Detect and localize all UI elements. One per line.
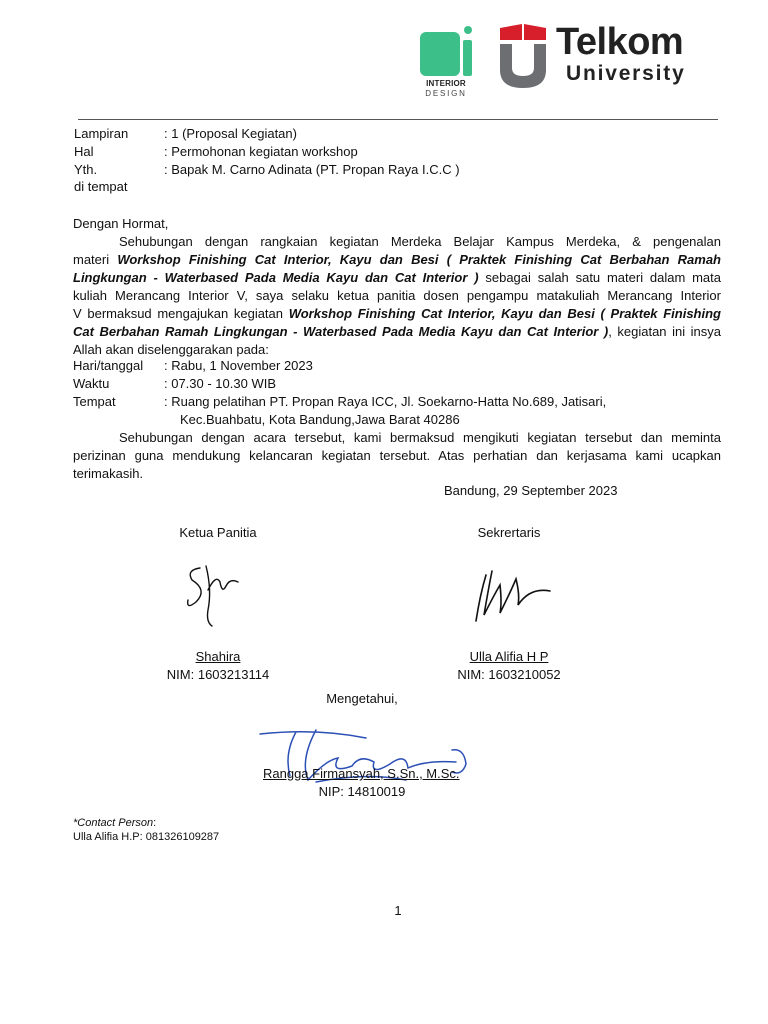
body1-line: [73, 323, 721, 341]
body1-line: [73, 305, 721, 323]
telkom-wordmark: Telkom: [556, 21, 684, 63]
salutation: Dengan Hormat,: [73, 216, 169, 231]
workshop-title: Lingkungan - Waterbased Pada Media Kayu dan Cat Interior ): [73, 270, 479, 285]
workshop-title: Cat Berbahan Ramah Lingkungan - Waterbased Pada Media Kayu dan Cat Interior ): [73, 324, 609, 339]
approver-name: Rangga Firmansyah,: [263, 766, 384, 781]
ketua-panitia-role: Ketua Panitia: [179, 525, 257, 540]
hal-value: : Permohonan kegiatan workshop: [164, 144, 358, 159]
waktu-value: : 07.30 - 10.30 WIB: [164, 376, 277, 391]
ketua-signature: [182, 560, 248, 632]
interior-logo-text: INTERIOR: [426, 79, 466, 88]
hal-label: Hal: [74, 144, 94, 159]
body1-text: V bermaksud mengajukan kegiatan: [73, 306, 289, 321]
approver-title: S.Sn., M.Sc.: [383, 766, 460, 781]
approval-label: Mengetahui,: [326, 691, 398, 706]
body1-line: [73, 269, 721, 287]
date-place: Bandung, 29 September 2023: [444, 483, 618, 498]
contact-colon: :: [153, 817, 157, 829]
approver-name-line: [263, 765, 460, 783]
ketua-nim: NIM: 1603213114: [166, 667, 270, 682]
body1-line: kuliah Merancang Interior V, saya selaku ketua panitia dosen pengampu matakuliah Merancang Interior: [73, 288, 721, 303]
hari-tanggal-value: : Rabu, 1 November 2023: [164, 358, 313, 373]
body2-line: terimakasih.: [73, 466, 144, 481]
lampiran-value: : 1 (Proposal Kegiatan): [164, 126, 297, 141]
sekretaris-name: Ulla Alifia H P: [469, 649, 549, 664]
telkom-logo-mark: [498, 22, 548, 90]
design-logo-text: DESIGN: [425, 89, 467, 98]
approver-nip: NIP: 14810019: [318, 784, 406, 799]
yth-label: Yth.: [74, 162, 98, 177]
body1-line: Allah akan diselenggarakan pada:: [73, 342, 269, 357]
tempat-value: : Ruang pelatihan PT. Propan Raya ICC, Jl. Soekarno-Hatta No.689, Jatisari,: [164, 394, 607, 409]
ketua-name: Shahira: [195, 649, 241, 664]
sekretaris-role: Sekrertaris: [477, 525, 541, 540]
body-paragraph-2: [73, 429, 721, 483]
page-number: 1: [394, 903, 402, 918]
body1-text: materi: [73, 252, 118, 267]
contact-label: *Contact Person: [73, 817, 154, 829]
body2-line: perizinan guna mendukung kelancaran kegiatan tersebut. Atas perhatian dan kerjasama kami ucapkan: [73, 448, 721, 463]
yth-value: : Bapak M. Carno Adinata (PT. Propan Raya I.C.C ): [164, 162, 460, 177]
workshop-title: Workshop Finishing Cat Interior, Kayu dan Besi ( Praktek Finishing Cat Berbahan Ramah: [117, 252, 721, 267]
interior-design-logo-mark: [420, 26, 472, 78]
body1-line: Sehubungan dengan rangkaian kegiatan Merdeka Belajar Kampus Merdeka, & pengenalan: [119, 234, 721, 249]
body1-line: [73, 251, 721, 269]
header-divider: [78, 119, 718, 120]
body1-text: sebagai salah satu materi dalam mata: [478, 270, 721, 285]
waktu-label: Waktu: [73, 376, 110, 391]
body2-line: Sehubungan dengan acara tersebut, kami bermaksud mengikuti kegiatan tersebut dan meminta: [119, 430, 721, 445]
tempat-value-line2: Kec.Buahbatu, Kota Bandung,Jawa Barat 40286: [180, 412, 460, 427]
university-wordmark: University: [566, 62, 686, 85]
contact-label-line: [73, 816, 156, 830]
workshop-title: Workshop Finishing Cat Interior, Kayu dan Besi ( Praktek Finishing: [288, 306, 721, 321]
body1-text: , kegiatan ini insya: [608, 324, 721, 339]
body-paragraph-1: [73, 233, 721, 359]
tempat-label: Tempat: [73, 394, 116, 409]
sekretaris-signature: [470, 565, 554, 625]
interior-design-logo: [418, 6, 474, 98]
sekretaris-nim: NIM: 1603210052: [457, 667, 561, 682]
hari-tanggal-label: Hari/tanggal: [73, 358, 144, 373]
telkom-university-logo: [498, 18, 708, 92]
lampiran-label: Lampiran: [74, 126, 129, 141]
contact-value: Ulla Alifia H.P: 081326109287: [73, 831, 220, 843]
di-tempat: di tempat: [74, 179, 128, 194]
